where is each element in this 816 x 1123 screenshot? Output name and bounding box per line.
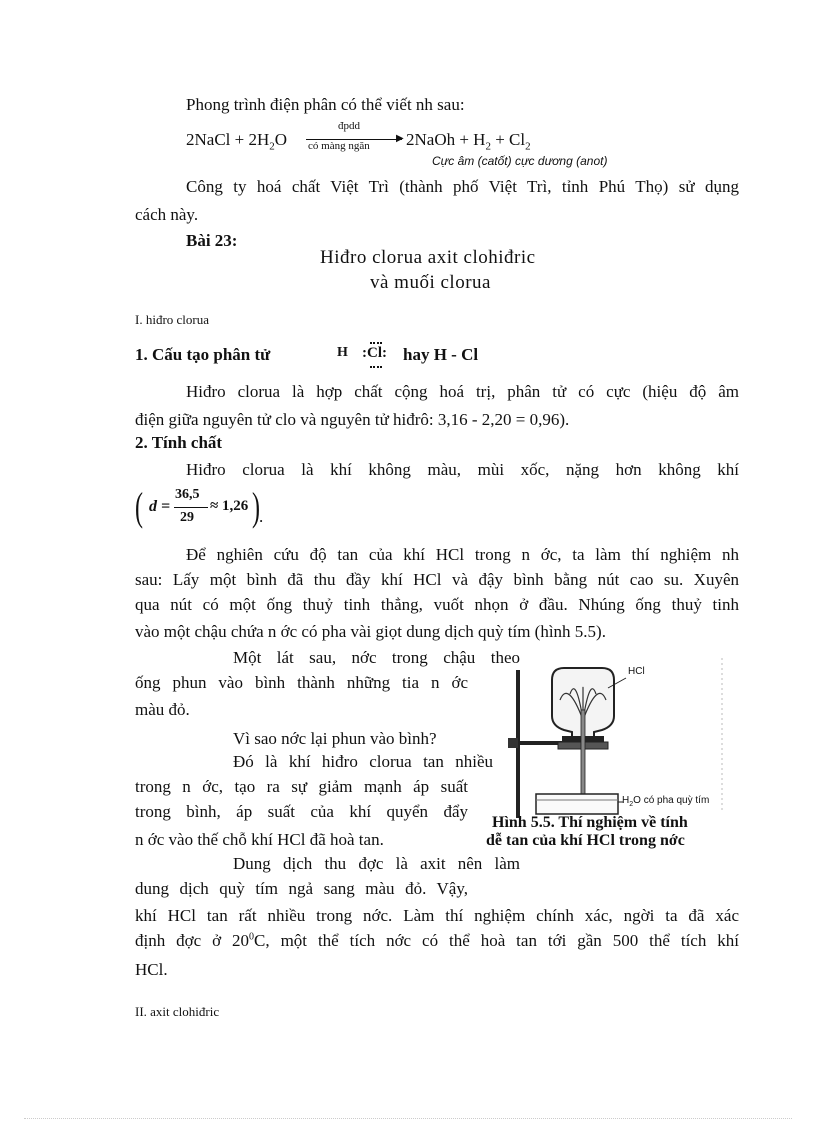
lesson-number: Bài 23: <box>186 231 238 250</box>
sol-line1: Dung dịch thu đợc là axit nên làm <box>233 854 520 873</box>
lesson-title-line2: và muối clorua <box>370 272 491 293</box>
obs-line1: Một lát sau, nớc trong chậu theo <box>233 648 520 667</box>
sol-line4-b: C, một thể tích nớc có thể hoà tan tới gần 500 thể tích khí <box>254 931 739 950</box>
eq-left-tail: O <box>274 130 288 149</box>
ans-line4: n ớc vào thế chỗ khí HCl đã hoà tan. <box>135 830 384 849</box>
experiment-figure <box>498 650 726 818</box>
sol-line4 <box>135 931 739 951</box>
formula-tail: hay H - Cl <box>403 345 479 364</box>
density-d: d <box>149 498 157 515</box>
water-label-sub: 2 <box>629 801 634 808</box>
water-dish <box>536 794 618 814</box>
vietri-line1: Công ty hoá chất Việt Trì (thành phố Việt Trì, tỉnh Phú Thọ) sử dụng <box>186 177 739 196</box>
density-num: 36,5 <box>175 487 200 502</box>
ans-line1: Đó là khí hiđro clorua tan nhiều <box>233 752 493 771</box>
sol-line5: HCl. <box>135 960 168 979</box>
water-label-h: H <box>622 795 630 806</box>
sub1-p1-line1: Hiđro clorua là hợp chất cộng hoá trị, phân tử có cực (hiệu độ âm <box>186 382 739 401</box>
exp-line2: sau: Lấy một bình đã thu đầy khí HCl và đậy bình bằng nút cao su. Xuyên <box>135 570 739 589</box>
exp-line3: qua nút có một ống thuỷ tinh thẳng, vuốt nhọn ở đầu. Nhúng ống thuỷ tinh <box>135 595 739 614</box>
sol-line3: khí HCl tan rất nhiều trong nớc. Làm thí nghiệm chính xác, ngời ta đã xác <box>135 906 739 925</box>
page-bottom-border <box>24 1118 792 1119</box>
formula-cl: :Cl: <box>362 345 387 361</box>
exp-line1: Để nghiên cứu độ tan của khí HCl trong n ớc, ta làm thí nghiệm nh <box>186 545 739 564</box>
fraction-bar <box>174 507 208 508</box>
eq-left-text: 2NaCl + 2H <box>186 130 270 149</box>
paren-left: ( <box>135 484 143 529</box>
equation-left <box>186 127 287 159</box>
figure-caption-line2: dễ tan của khí HCl trong nớc <box>486 832 685 849</box>
water-label-tail: O có pha quỳ tím <box>633 795 710 806</box>
clamp-knob <box>508 738 518 748</box>
paren-right: ) <box>252 484 260 529</box>
sub2-p1-line1: Hiđro clorua là khí không màu, mùi xốc, nặng hơn không khí <box>186 460 739 479</box>
eq-right-sub2: 2 <box>525 140 531 153</box>
eq-left-sub: 2 <box>269 140 275 153</box>
exp-line4: vào một chậu chứa n ớc có pha vài giọt dung dịch quỳ tím (hình 5.5). <box>135 622 606 641</box>
section1-heading: I. hiđro clorua <box>135 312 210 327</box>
sub1-p1-line2: điện giữa nguyên tử clo và nguyên tử hiđrô: 3,16 - 2,20 = 0,96). <box>135 410 570 429</box>
sub1-title: 1. Cấu tạo phân tử <box>135 345 271 364</box>
obs-line2: ống phun vào bình thành những tia n ớc <box>135 673 468 692</box>
section2-heading: II. axit clohiđric <box>135 1004 220 1019</box>
eq-right-mid: + Cl <box>490 130 526 149</box>
sol-line4-sup: 0 <box>249 931 255 943</box>
vietri-line2: cách này. <box>135 205 199 224</box>
density-period: . <box>259 507 264 526</box>
density-var: d = <box>149 498 171 515</box>
ans-line3: trong bình, áp suất của khí quyển đẩy <box>135 802 468 821</box>
sub2-title: 2. Tính chất <box>135 433 223 452</box>
why-question: Vì sao nớc lại phun vào bình? <box>233 729 437 748</box>
density-den: 29 <box>180 510 194 525</box>
hcl-label: HCl <box>628 666 645 677</box>
lone-pair-top <box>370 342 382 344</box>
figure-caption-line1: Hình 5.5. Thí nghiệm về tính <box>492 814 688 831</box>
arrow-top-label: đpdd <box>338 120 360 132</box>
eq-right-text: 2NaOh + H <box>406 130 486 149</box>
arrow-head: ▶ <box>396 133 404 144</box>
obs-line3: màu đỏ. <box>135 700 190 719</box>
formula-h: H <box>337 345 348 360</box>
sol-line2: dung dịch quỳ tím ngả sang màu đỏ. Vậy, <box>135 879 468 898</box>
eq-right-sub: 2 <box>485 140 491 153</box>
water-label <box>622 795 709 808</box>
lesson-title-line1: Hiđro clorua axit clohiđric <box>320 247 536 268</box>
ans-line2: trong n ớc, tạo ra sự giảm mạnh áp suất <box>135 777 468 796</box>
arrow-bottom-label: có màng ngăn <box>308 140 370 152</box>
density-approx: ≈ 1,26 <box>210 498 249 514</box>
intro-line: Phong trình điện phân có thể viết nh sau: <box>186 95 465 114</box>
electrode-labels: Cực âm (catốt) cực dương (anot) <box>432 154 608 168</box>
sol-line4-a: định đợc ở 20 <box>135 931 250 950</box>
lone-pair-bottom <box>370 366 382 368</box>
